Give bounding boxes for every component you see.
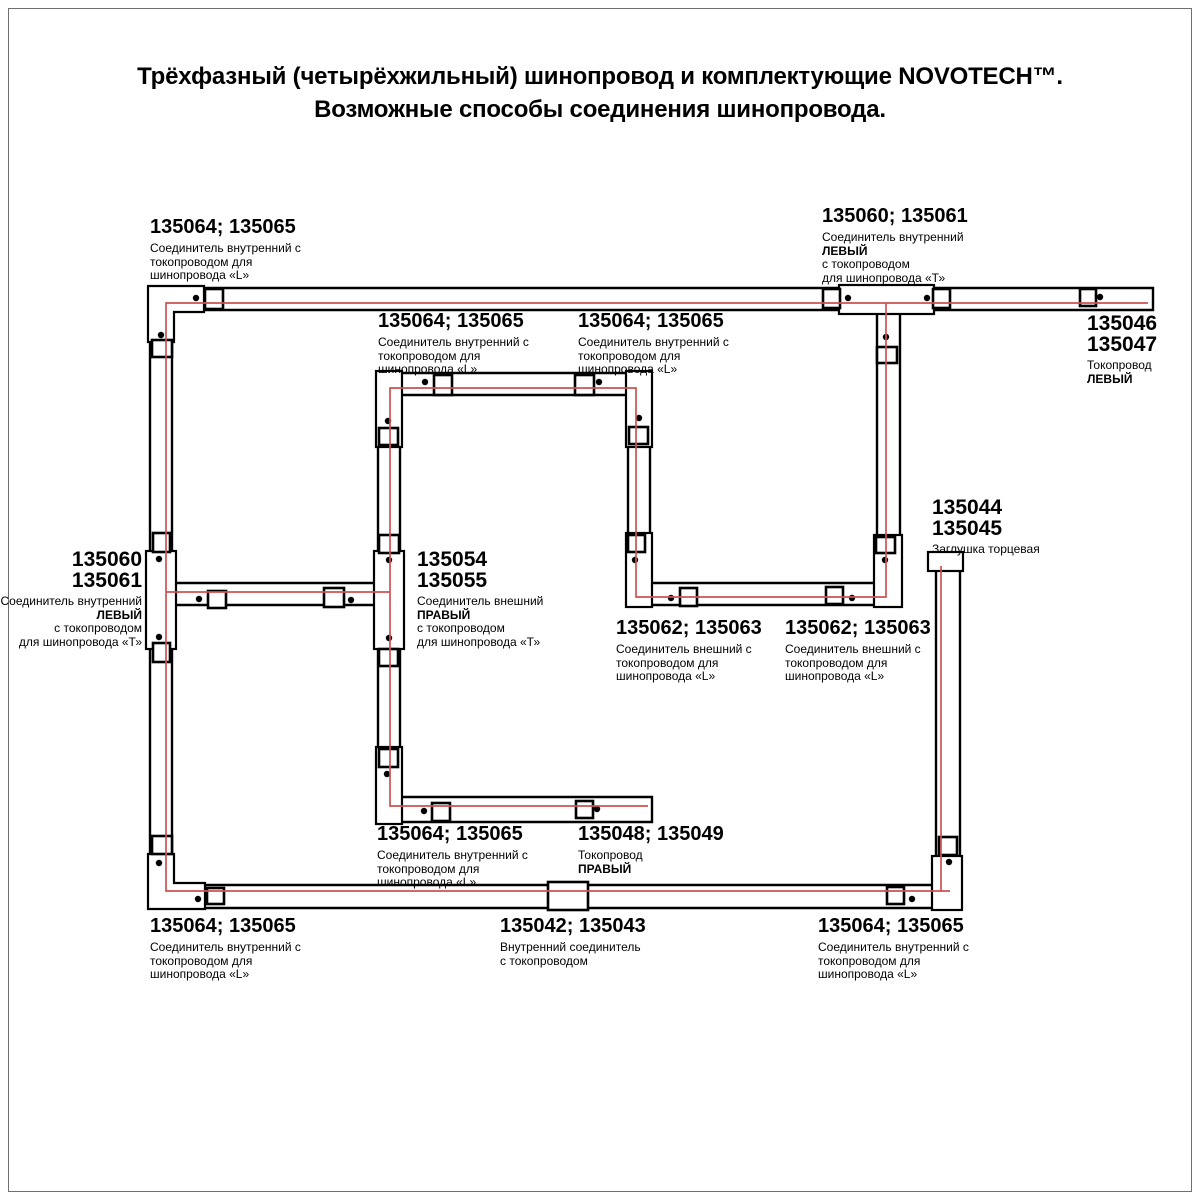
connector-box	[434, 375, 452, 395]
connector-box	[576, 801, 593, 818]
junction-dot	[158, 332, 164, 338]
junction-dot	[909, 896, 915, 902]
label-connector-inner-l-bottom-inner: 135064; 135065 Соединитель внутренний с токопроводом для шинопровода «L»	[377, 823, 528, 889]
connector-box	[205, 289, 223, 309]
connector-box	[153, 533, 170, 552]
label-feed-right: 135048; 135049 Токопровод ПРАВЫЙ	[578, 823, 724, 876]
junction-dot	[422, 379, 428, 385]
corner-piece-top-left	[148, 286, 204, 342]
junction-dot	[668, 595, 674, 601]
label-connector-inner-l-bottom-right: 135064; 135065 Соединитель внутренний с токопроводом для шинопровода «L»	[818, 915, 969, 981]
junction-dot	[193, 295, 199, 301]
junction-dot	[421, 808, 427, 814]
junction-dot	[195, 896, 201, 902]
label-connector-outer-l-left: 135062; 135063 Соединитель внешний с токопроводом для шинопровода «L»	[616, 617, 762, 683]
junction-piece-left-t	[146, 551, 176, 649]
label-feed-left: 135046 135047 Токопровод ЛЕВЫЙ	[1087, 312, 1158, 386]
junction-dot	[348, 597, 354, 603]
junction-dot	[882, 557, 888, 563]
connector-box	[379, 535, 399, 553]
diagram-title-line2: Возможные способы соединения шинопровода.	[314, 96, 886, 123]
label-connector-outer-l-right: 135062; 135063 Соединитель внешний с токопроводом для шинопровода «L»	[785, 617, 931, 683]
label-t-connector-left-top: 135060; 135061 Соединитель внутренний ЛЕВЫЙ с токопроводом для шинопровода «Т»	[822, 205, 968, 285]
connector-box-straight	[548, 882, 588, 910]
junction-dot	[845, 295, 851, 301]
connector-box	[887, 887, 904, 904]
label-end-cap: 135044 135045 Заглушка торцевая	[932, 496, 1040, 556]
connector-box	[826, 587, 843, 604]
junction-dot	[156, 860, 162, 866]
connector-box	[379, 428, 398, 445]
diagram-title-line1: Трёхфазный (четырёхжильный) шинопровод и комплектующие NOVOTECH™.	[137, 63, 1063, 90]
connector-box	[379, 749, 398, 767]
label-connector-inner-l-mid-right: 135064; 135065 Соединитель внутренний с токопроводом для шинопровода «L»	[578, 310, 729, 376]
connector-box	[152, 340, 172, 357]
junction-dot	[196, 596, 202, 602]
label-connector-inner-l-mid-left: 135064; 135065 Соединитель внутренний с токопроводом для шинопровода «L»	[378, 310, 529, 376]
junction-dot	[924, 295, 930, 301]
label-connector-inner-l-top-left: 135064; 135065 Соединитель внутренний с токопроводом для шинопровода «L»	[150, 216, 301, 282]
label-t-connector-right-center: 135054 135055 Соединитель внешний ПРАВЫЙ с токопроводом для шинопровода «Т»	[417, 548, 544, 649]
junction-dot	[156, 634, 162, 640]
connector-box	[208, 591, 226, 608]
junction-dot	[156, 556, 162, 562]
label-t-connector-left-side: 135060 135061 Соединитель внутренний ЛЕВЫЙ с токопроводом для шинопровода «Т»	[0, 548, 142, 649]
connector-box	[324, 588, 344, 607]
junction-dot	[632, 557, 638, 563]
junction-dot	[386, 557, 392, 563]
junction-dot	[386, 635, 392, 641]
label-connector-inner-l-bottom-left: 135064; 135065 Соединитель внутренний с токопроводом для шинопровода «L»	[150, 915, 301, 981]
connector-box	[575, 375, 594, 395]
connector-box	[823, 289, 840, 308]
label-straight-connector: 135042; 135043 Внутренний соединитель с токопроводом	[500, 915, 646, 968]
connector-box	[933, 289, 950, 308]
connector-box	[152, 836, 172, 854]
junction-dot	[596, 379, 602, 385]
connector-box	[629, 427, 648, 444]
connector-box	[379, 649, 398, 666]
connector-box	[153, 643, 170, 662]
connector-box	[877, 347, 897, 363]
junction-dot	[946, 859, 952, 865]
junction-dot	[1097, 294, 1103, 300]
junction-dot	[849, 595, 855, 601]
junction-piece-center-t	[374, 551, 404, 649]
